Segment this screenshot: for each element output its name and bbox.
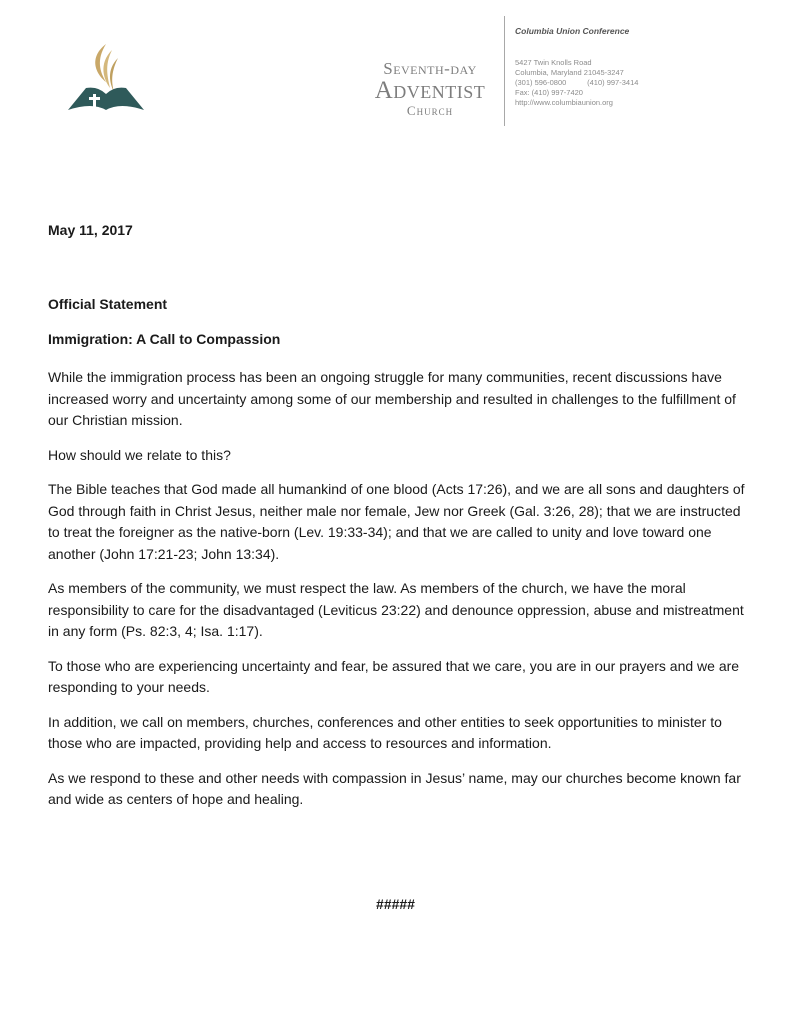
- body-paragraph: To those who are experiencing uncertainty and fear, be assured that we care, you are in our prayers and we are responding to your needs.: [48, 657, 740, 695]
- wordmark-line-1: Seventh-day: [383, 59, 477, 78]
- body-paragraph: The Bible teaches that God made all humankind of one blood (Acts 17:26), and we are all sons and daughters of God through faith in Christ Jesus, neither male nor female, Jew nor Greek (Gal. 3:26, 28); that we are instructed to treat the foreigner as the native-born (Lev. 19:33-34); and that we are called to unity and love toward one another (John 17:21-23; John 13:34).: [48, 481, 745, 562]
- statement-title: Immigration: A Call to Compassion: [48, 331, 281, 347]
- wordmark-line-2: Adventist: [374, 77, 486, 104]
- body-paragraph: While the immigration process has been an ongoing struggle for many communities, recent discussions have increased worry and uncertainty among some of our membership and resulted in challenges to the fulfillment of our Christian mission.: [48, 369, 736, 428]
- conference-address: [515, 58, 638, 108]
- statement-kicker: Official Statement: [48, 296, 168, 312]
- end-mark: #####: [376, 896, 415, 912]
- address-fax-line: Fax: (410) 997-7420: [515, 88, 583, 97]
- wordmark-line-3: Church: [406, 103, 454, 118]
- letterhead-divider: [504, 16, 505, 126]
- body-paragraph: How should we relate to this?: [48, 446, 231, 463]
- church-wordmark: [360, 60, 500, 117]
- letterhead: [0, 0, 791, 140]
- address-line: Columbia, Maryland 21045-3247: [515, 68, 624, 77]
- body-paragraph: In addition, we call on members, churches, conferences and other entities to seek opportunities to minister to those who are impacted, providing help and access to resources and information.: [48, 713, 722, 751]
- address-line: 5427 Twin Knolls Road: [515, 58, 592, 67]
- body-paragraph: As we respond to these and other needs with compassion in Jesus’ name, may our churches become known far and wide as centers of hope and healing.: [48, 769, 741, 807]
- sda-flame-bible-logo-icon: [66, 40, 146, 116]
- address-website-line: http://www.columbiaunion.org: [515, 98, 613, 107]
- conference-name: Columbia Union Conference: [515, 26, 630, 36]
- address-phone-line: (301) 596-0800 (410) 997-3414: [515, 78, 639, 87]
- statement-body: [48, 367, 748, 824]
- body-paragraph: As members of the community, we must respect the law. As members of the church, we have the moral responsibility to care for the disadvantaged (Leviticus 23:22) and denounce oppression, abuse and mistreatment in any form (Ps. 82:3, 4; Isa. 1:17).: [48, 580, 744, 639]
- letter-date: May 11, 2017: [48, 222, 133, 238]
